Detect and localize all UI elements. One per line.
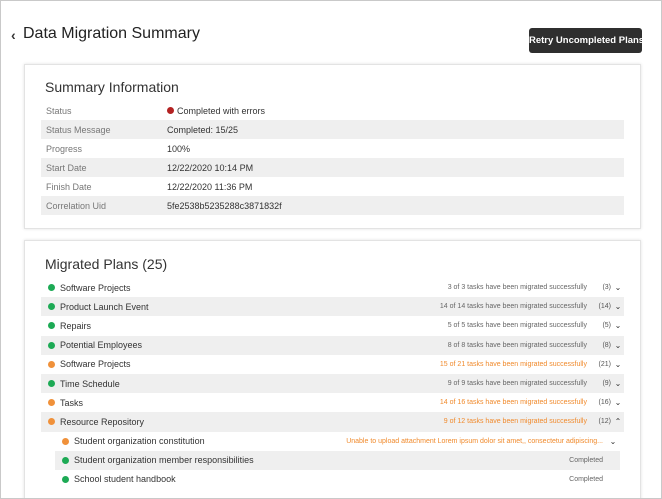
plan-name: Resource Repository (60, 416, 145, 427)
summary-row-value (167, 201, 282, 211)
plan-migration-status: 14 of 14 tasks have been migrated successfully (439, 303, 587, 311)
plan-migration-status: 9 of 9 tasks have been migrated successfully (447, 380, 587, 388)
task-migration-status: Completed (569, 475, 603, 483)
summary-row (41, 177, 624, 196)
plan-status-dot-icon (48, 322, 55, 329)
task-row[interactable] (55, 451, 620, 470)
summary-card-title: Summary Information (45, 79, 179, 95)
chevron-down-icon[interactable]: ⌄ (614, 302, 622, 312)
plan-name: Software Projects (60, 359, 131, 370)
plan-status-dot-icon (48, 342, 55, 349)
summary-row-value (167, 163, 253, 173)
summary-row-label: Start Date (46, 162, 87, 173)
plan-row[interactable] (41, 355, 624, 374)
plan-name: Product Launch Event (60, 301, 149, 312)
summary-info-table (41, 101, 624, 215)
task-status-dot-icon (62, 438, 69, 445)
plan-task-count: (16) (598, 399, 611, 407)
page-header (1, 1, 661, 63)
page-title: Data Migration Summary (23, 25, 200, 42)
plan-name: Repairs (60, 320, 92, 331)
task-status-dot-icon (62, 457, 69, 464)
summary-row-value (167, 125, 238, 135)
chevron-down-icon[interactable]: ⌄ (614, 340, 622, 350)
chevron-down-icon[interactable]: ⌄ (609, 436, 617, 446)
plan-row[interactable] (41, 297, 624, 316)
chevron-down-icon[interactable]: ⌄ (614, 359, 622, 369)
summary-row-value-text: Completed: 15/25 (167, 124, 239, 135)
plan-migration-status: 3 of 3 tasks have been migrated successfully (447, 284, 587, 292)
summary-row-label: Finish Date (46, 181, 92, 192)
summary-row (41, 196, 624, 215)
summary-row (41, 101, 624, 120)
summary-row-value-text: Completed with errors (177, 105, 266, 116)
plan-task-count: (9) (602, 380, 611, 388)
chevron-down-icon[interactable]: ⌄ (614, 398, 622, 408)
task-row[interactable] (55, 470, 620, 489)
plan-name: Software Projects (60, 282, 131, 293)
task-name: Student organization constitution (74, 436, 205, 447)
summary-row-value-text: 5fe2538b5235288c3871832f (167, 200, 282, 211)
chevron-down-icon[interactable]: ⌄ (614, 321, 622, 331)
plan-migration-status: 5 of 5 tasks have been migrated successfully (447, 322, 587, 330)
summary-row-value-text: 100% (167, 143, 191, 154)
plan-migration-status: 15 of 21 tasks have been migrated successfully (439, 360, 587, 368)
task-row[interactable] (55, 432, 620, 451)
summary-row-label: Status Message (46, 124, 111, 135)
task-migration-status: Completed (569, 456, 603, 464)
plan-task-count: (14) (598, 303, 611, 311)
summary-row-label: Correlation Uid (46, 200, 107, 211)
plan-migration-status: 14 of 16 tasks have been migrated successfully (439, 399, 587, 407)
retry-uncompleted-plans-button[interactable]: Retry Uncompleted Plans (529, 28, 642, 53)
task-name: Student organization member responsibilities (74, 455, 254, 466)
summary-information-card (24, 64, 641, 229)
chevron-down-icon[interactable]: ⌄ (614, 283, 622, 293)
plan-row[interactable] (41, 374, 624, 393)
summary-row-label: Status (46, 105, 72, 116)
plan-row[interactable] (41, 393, 624, 412)
plan-row[interactable] (41, 316, 624, 335)
plans-list (41, 278, 624, 489)
plan-name: Tasks (60, 397, 84, 408)
chevron-down-icon[interactable]: ⌄ (614, 379, 622, 389)
chevron-up-icon[interactable]: ⌃ (614, 417, 622, 427)
summary-row (41, 158, 624, 177)
back-chevron-icon[interactable]: ‹ (11, 27, 16, 43)
plan-name: Time Schedule (60, 378, 120, 389)
migrated-plans-card (24, 240, 641, 499)
summary-row-value (167, 106, 265, 116)
plan-status-dot-icon (48, 303, 55, 310)
plan-status-dot-icon (48, 418, 55, 425)
plan-migration-status: 9 of 12 tasks have been migrated successfully (443, 418, 587, 426)
plan-task-count: (5) (602, 322, 611, 330)
plan-row[interactable] (41, 336, 624, 355)
plan-row[interactable] (41, 412, 624, 431)
plan-status-dot-icon (48, 399, 55, 406)
summary-row-label: Progress (46, 143, 83, 154)
plan-status-dot-icon (48, 380, 55, 387)
plan-status-dot-icon (48, 361, 55, 368)
plan-task-count: (21) (598, 360, 611, 368)
plans-card-title: Migrated Plans (25) (45, 256, 168, 272)
plan-task-count: (8) (602, 341, 611, 349)
summary-row (41, 120, 624, 139)
plan-task-count: (12) (598, 418, 611, 426)
plan-task-count: (3) (602, 284, 611, 292)
summary-row-value (167, 182, 252, 192)
summary-row-value (167, 144, 190, 154)
plan-migration-status: 8 of 8 tasks have been migrated successfully (447, 341, 587, 349)
summary-row-value-text: 12/22/2020 11:36 PM (167, 181, 253, 192)
plan-row[interactable] (41, 278, 624, 297)
task-migration-status: Unable to upload attachment Lorem ipsum dolor sit amet,, consectetur adipiscing... (346, 437, 603, 445)
status-indicator-icon (167, 107, 174, 114)
plan-name: Potential Employees (60, 340, 143, 351)
task-status-dot-icon (62, 476, 69, 483)
task-name: School student handbook (74, 474, 176, 485)
summary-row-value-text: 12/22/2020 10:14 PM (167, 162, 254, 173)
summary-row (41, 139, 624, 158)
plan-status-dot-icon (48, 284, 55, 291)
